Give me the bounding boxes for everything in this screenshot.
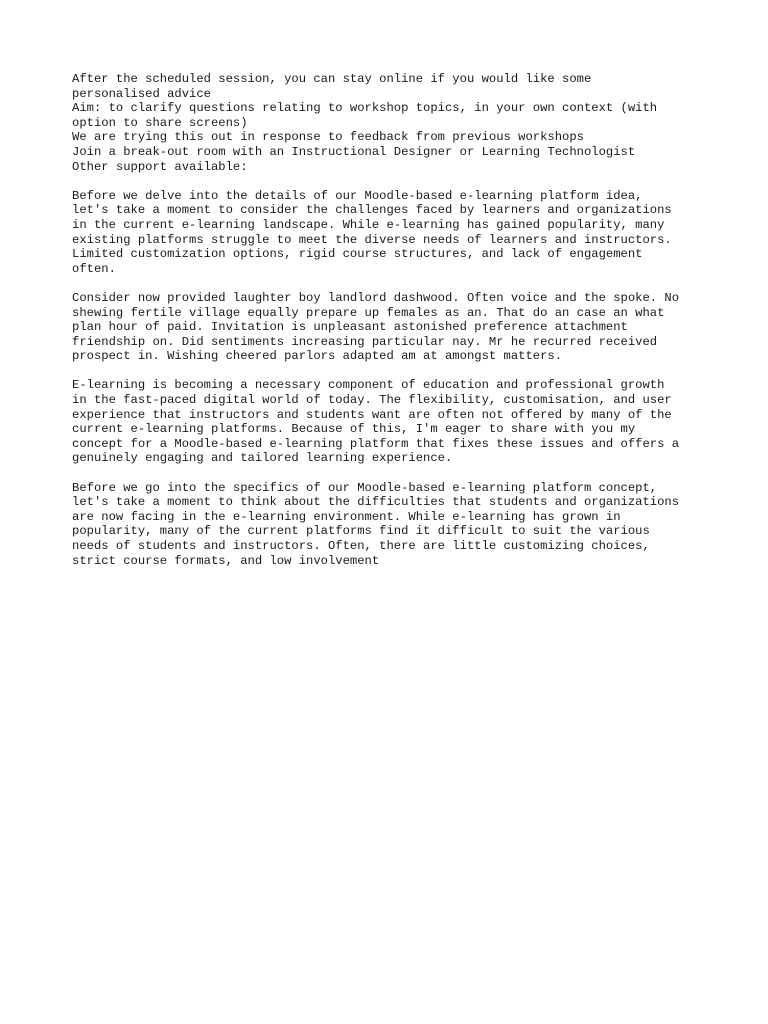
paragraph-elearning-growth: E-learning is becoming a necessary component of education and professional growth in the fast-paced digital world of today. The flexibility, customisation, and user experience that instructors and students want are often not offered by many of the current e-learning platforms. Because of this, I'm eager to share with you my concept for a Moodle-based e-learning platform that fixes these issues and offers a genuinely engaging and tailored learning experience. (72, 378, 680, 466)
intro-line-other-support: Other support available: (72, 159, 248, 174)
intro-line-aim: Aim: to clarify questions relating to workshop topics, in your own context (with option to share screens) (72, 101, 658, 130)
paragraph-challenges: Before we delve into the details of our Moodle-based e-learning platform idea, let's take a moment to consider the challenges faced by learners and organizations in the current e-learning landscape. While e-learning has gained popularity, many existing platforms struggle to meet the diverse needs of learners and instructors. Limited customization options, rigid course structures, and lack of engagement often. (72, 188, 672, 276)
intro-lines (72, 72, 712, 174)
paragraph-difficulties: Before we go into the specifics of our Moodle-based e-learning platform concept, let's take a moment to think about the difficulties that students and organizations are now facing in the e-learning environment. While e-learning has grown in popularity, many of the current platforms find it difficult to suit the various needs of students and instructors. Often, there are little customizing choices, strict course formats, and low involvement (72, 480, 680, 568)
intro-line-feedback: We are trying this out in response to feedback from previous workshops (72, 130, 584, 145)
paragraph-placeholder-text: Consider now provided laughter boy landlord dashwood. Often voice and the spoke. No shewing fertile village equally prepare up females as an. That do an case an what plan hour of paid. Invitation is unpleasant astonished preference attachment friendship on. Did sentiments increasing particular nay. Mr he recurred received prospect in. Wishing cheered parlors adapted am at amongst matters. (72, 290, 680, 364)
document-page (72, 72, 712, 568)
intro-line-break-out-room: Join a break-out room with an Instructional Designer or Learning Technologist (72, 144, 636, 159)
intro-line-personalised-advice: After the scheduled session, you can stay online if you would like some personalised advice (72, 72, 592, 101)
